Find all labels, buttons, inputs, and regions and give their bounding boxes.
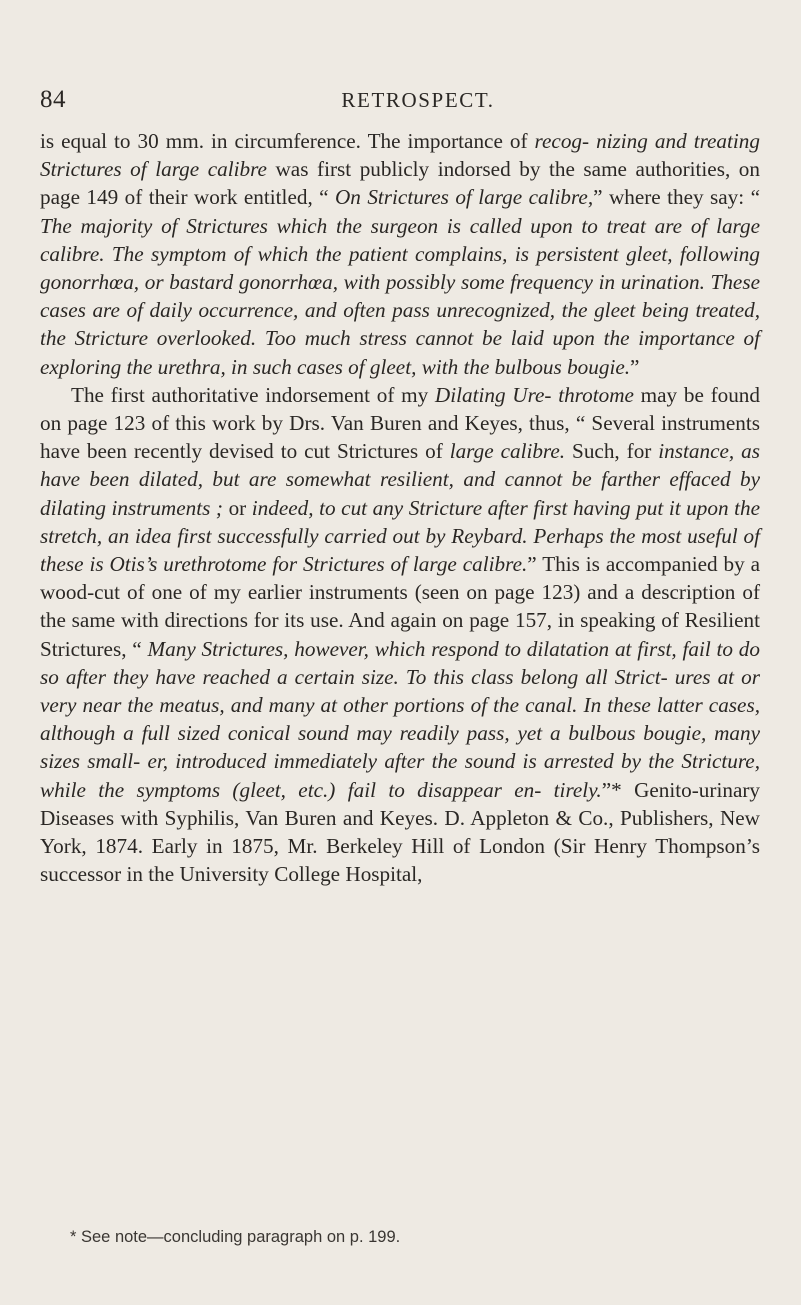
body-text	[40, 127, 760, 888]
text-segment: ”* Genito-urinary Diseases with Syphilis, Van Buren and Keyes. D. Appleton & Co., Publishers, New York, 1874. Early in 1875, Mr. Berkeley Hill of London (Sir Henry Thompson’s successor in the University College Hospital,	[40, 777, 760, 887]
italic-segment: indeed, to cut any Stricture after first having put it upon the stretch, an idea first successfully carried out by Reybard. Perhaps the most useful of these is Otis’s urethrotome for Strictures of large calibre.	[40, 495, 761, 577]
italic-segment: Many Strictures, however, which respond to dilatation at first, fail to do so after they have reached a certain size. To this class belong all Strict- ures at or very near the meatus, and many at other portions of the canal. In these latter cases, although a full sized conical sound may readily pass, yet a bulbous bougie, many sizes small- er, introduced immediately after the sound is arrested by the Stricture, while the symptoms (gleet, etc.) fail to disappear en- tirely.	[40, 636, 760, 802]
italic-segment: The majority of Strictures which the surgeon is called upon to treat are of large calibre. The symptom of which the patient complains, is persistent gleet, following gonorrhœa, or bastard gonorrhœa, with possibly some frequency in urination. These cases are of daily occurrence, and often pass unrecognized, the gleet being treated, the Stricture overlooked. Too much stress cannot be laid upon the importance of exploring the urethra, in such cases of gleet, with the bulbous bougie.	[40, 213, 760, 379]
text-segment: ” where they say: “	[593, 185, 760, 210]
italic-segment: recog- nizing and treating Strictures of large calibre	[40, 129, 760, 182]
italic-segment: On Strictures of large calibre,	[335, 185, 594, 210]
text-segment: ” This is accompanied by a wood-cut of one of my earlier instruments (seen on page 123) and a description of the same with directions for its use. And again on page 157, in speaking of Resilient Strictures, “	[40, 552, 760, 661]
italic-segment: instance, as have been dilated, but are somewhat resilient, and cannot be farther effaced by dilating instruments ;	[40, 439, 760, 520]
text-segment: was first publicly indorsed by the same authorities, on page 149 of their work entitled, “	[40, 157, 760, 210]
text-segment: or	[223, 495, 252, 520]
footnote: * See note—concluding paragraph on p. 199.	[70, 1228, 401, 1246]
text-segment: The first authoritative indorsement of my	[71, 382, 435, 407]
paragraph	[40, 127, 760, 381]
page-header	[40, 86, 760, 118]
running-head: RETROSPECT.	[341, 88, 495, 112]
paragraph	[40, 381, 760, 889]
page-number: 84	[40, 86, 66, 113]
text-segment: may be found on page 123 of this work by Drs. Van Buren and Keyes, thus, “ Several instruments have been recently devised to cut Strictures of	[40, 382, 760, 464]
italic-segment: Dilating Ure- throtome	[434, 382, 634, 407]
text-segment: Such, for	[565, 439, 659, 464]
italic-segment: large calibre.	[449, 439, 566, 464]
text-segment: ”	[630, 354, 640, 379]
text-segment: is equal to 30 mm. in circumference. The importance of	[40, 129, 535, 153]
